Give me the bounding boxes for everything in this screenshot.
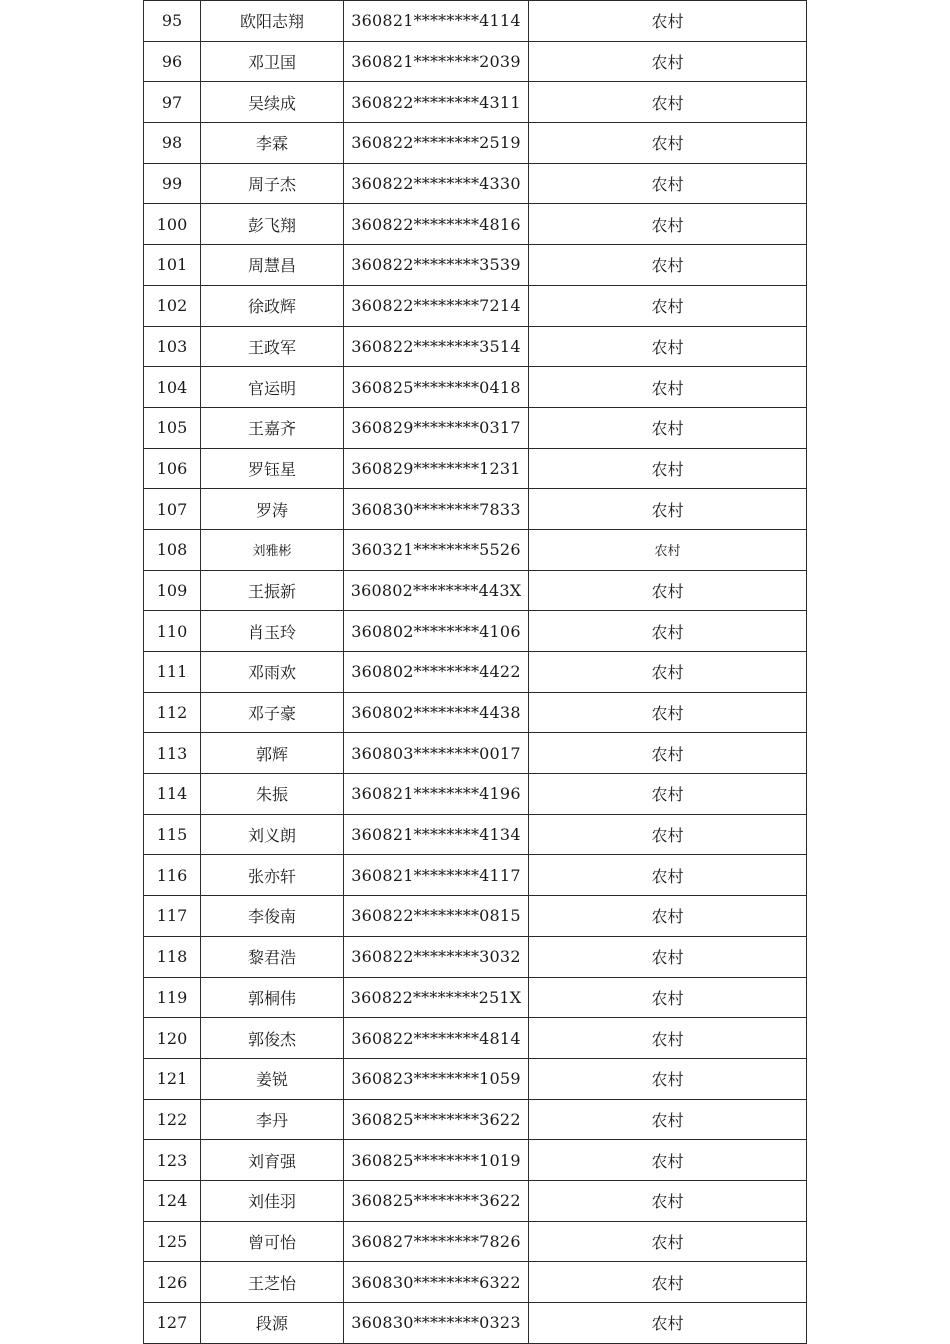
id-number-cell: 360802********4422 [344, 652, 529, 693]
residence-type-cell: 农村 [529, 123, 807, 164]
row-number-cell: 114 [144, 774, 201, 815]
id-number-cell: 360821********2039 [344, 41, 529, 82]
id-number-cell: 360825********3622 [344, 1180, 529, 1221]
table-row [144, 977, 807, 1018]
table-row [144, 245, 807, 286]
id-number-cell: 360822********251X [344, 977, 529, 1018]
id-number-cell: 360802********4106 [344, 611, 529, 652]
table-row [144, 529, 807, 570]
table-row [144, 367, 807, 408]
name-cell: 刘育强 [201, 1140, 344, 1181]
document-page [143, 0, 806, 1344]
row-number-cell: 125 [144, 1221, 201, 1262]
residence-type-cell: 农村 [529, 285, 807, 326]
residence-type-cell: 农村 [529, 82, 807, 123]
id-number-cell: 360822********4330 [344, 163, 529, 204]
id-number-cell: 360830********7833 [344, 489, 529, 530]
name-cell: 徐政辉 [201, 285, 344, 326]
row-number-cell: 113 [144, 733, 201, 774]
name-cell: 肖玉玲 [201, 611, 344, 652]
residence-type-cell: 农村 [529, 163, 807, 204]
row-number-cell: 99 [144, 163, 201, 204]
name-cell: 邓卫国 [201, 41, 344, 82]
name-cell: 彭飞翔 [201, 204, 344, 245]
id-number-cell: 360822********3032 [344, 936, 529, 977]
id-number-cell: 360822********4816 [344, 204, 529, 245]
row-number-cell: 109 [144, 570, 201, 611]
row-number-cell: 104 [144, 367, 201, 408]
id-number-cell: 360822********4814 [344, 1018, 529, 1059]
id-number-cell: 360802********443X [344, 570, 529, 611]
table-row [144, 1058, 807, 1099]
name-cell: 邓雨欢 [201, 652, 344, 693]
table-row [144, 1221, 807, 1262]
id-number-cell: 360803********0017 [344, 733, 529, 774]
table-row [144, 326, 807, 367]
id-number-cell: 360822********4311 [344, 82, 529, 123]
id-number-cell: 360829********1231 [344, 448, 529, 489]
name-cell: 欧阳志翔 [201, 1, 344, 42]
name-cell: 邓子豪 [201, 692, 344, 733]
table-row [144, 123, 807, 164]
table-row [144, 936, 807, 977]
name-cell: 黎君浩 [201, 936, 344, 977]
table-row [144, 1, 807, 42]
id-number-cell: 360822********3514 [344, 326, 529, 367]
table-row [144, 774, 807, 815]
name-cell: 罗涛 [201, 489, 344, 530]
row-number-cell: 107 [144, 489, 201, 530]
residence-type-cell: 农村 [529, 1303, 807, 1344]
table-row [144, 896, 807, 937]
id-number-cell: 360825********1019 [344, 1140, 529, 1181]
row-number-cell: 117 [144, 896, 201, 937]
row-number-cell: 98 [144, 123, 201, 164]
name-cell: 刘佳羽 [201, 1180, 344, 1221]
table-row [144, 814, 807, 855]
name-cell: 姜锐 [201, 1058, 344, 1099]
id-number-cell: 360829********0317 [344, 407, 529, 448]
residence-type-cell: 农村 [529, 1099, 807, 1140]
table-row [144, 1099, 807, 1140]
residence-type-cell: 农村 [529, 1262, 807, 1303]
residence-type-cell: 农村 [529, 367, 807, 408]
name-cell: 郭俊杰 [201, 1018, 344, 1059]
row-number-cell: 112 [144, 692, 201, 733]
table-row [144, 82, 807, 123]
residence-type-cell: 农村 [529, 245, 807, 286]
row-number-cell: 96 [144, 41, 201, 82]
table-row [144, 285, 807, 326]
residence-type-cell: 农村 [529, 1, 807, 42]
table-row [144, 1140, 807, 1181]
table-row [144, 1303, 807, 1344]
row-number-cell: 108 [144, 529, 201, 570]
table-row [144, 1262, 807, 1303]
residence-type-cell: 农村 [529, 733, 807, 774]
residence-type-cell: 农村 [529, 529, 807, 570]
table-row [144, 733, 807, 774]
residence-type-cell: 农村 [529, 652, 807, 693]
id-number-cell: 360822********7214 [344, 285, 529, 326]
row-number-cell: 106 [144, 448, 201, 489]
row-number-cell: 101 [144, 245, 201, 286]
id-number-cell: 360321********5526 [344, 529, 529, 570]
residence-type-cell: 农村 [529, 896, 807, 937]
row-number-cell: 118 [144, 936, 201, 977]
id-number-cell: 360825********3622 [344, 1099, 529, 1140]
row-number-cell: 100 [144, 204, 201, 245]
id-number-cell: 360825********0418 [344, 367, 529, 408]
id-number-cell: 360821********4134 [344, 814, 529, 855]
residence-type-cell: 农村 [529, 489, 807, 530]
table-row [144, 204, 807, 245]
residence-type-cell: 农村 [529, 855, 807, 896]
name-cell: 王嘉齐 [201, 407, 344, 448]
row-number-cell: 110 [144, 611, 201, 652]
name-cell: 刘义朗 [201, 814, 344, 855]
row-number-cell: 127 [144, 1303, 201, 1344]
name-cell: 周子杰 [201, 163, 344, 204]
table-row [144, 611, 807, 652]
name-cell: 罗钰星 [201, 448, 344, 489]
residence-type-cell: 农村 [529, 1221, 807, 1262]
row-number-cell: 123 [144, 1140, 201, 1181]
id-number-cell: 360821********4114 [344, 1, 529, 42]
row-number-cell: 115 [144, 814, 201, 855]
table-row [144, 652, 807, 693]
row-number-cell: 95 [144, 1, 201, 42]
row-number-cell: 126 [144, 1262, 201, 1303]
residence-type-cell: 农村 [529, 774, 807, 815]
id-number-cell: 360821********4117 [344, 855, 529, 896]
residence-type-cell: 农村 [529, 407, 807, 448]
table-row [144, 163, 807, 204]
row-number-cell: 102 [144, 285, 201, 326]
residence-type-cell: 农村 [529, 1018, 807, 1059]
residence-type-cell: 农村 [529, 814, 807, 855]
name-cell: 吴续成 [201, 82, 344, 123]
row-number-cell: 111 [144, 652, 201, 693]
name-cell: 曾可怡 [201, 1221, 344, 1262]
name-cell: 段源 [201, 1303, 344, 1344]
residence-type-cell: 农村 [529, 692, 807, 733]
residence-type-cell: 农村 [529, 1058, 807, 1099]
name-cell: 郭桐伟 [201, 977, 344, 1018]
name-cell: 张亦轩 [201, 855, 344, 896]
table-row [144, 489, 807, 530]
table-row [144, 448, 807, 489]
row-number-cell: 122 [144, 1099, 201, 1140]
residence-type-cell: 农村 [529, 1140, 807, 1181]
row-number-cell: 120 [144, 1018, 201, 1059]
residence-type-cell: 农村 [529, 977, 807, 1018]
residence-type-cell: 农村 [529, 204, 807, 245]
row-number-cell: 121 [144, 1058, 201, 1099]
table-row [144, 692, 807, 733]
residence-type-cell: 农村 [529, 611, 807, 652]
roster-table [143, 0, 807, 1344]
id-number-cell: 360830********6322 [344, 1262, 529, 1303]
row-number-cell: 97 [144, 82, 201, 123]
id-number-cell: 360830********0323 [344, 1303, 529, 1344]
name-cell: 郭辉 [201, 733, 344, 774]
id-number-cell: 360827********7826 [344, 1221, 529, 1262]
name-cell: 刘雅彬 [201, 529, 344, 570]
id-number-cell: 360822********3539 [344, 245, 529, 286]
id-number-cell: 360822********2519 [344, 123, 529, 164]
id-number-cell: 360823********1059 [344, 1058, 529, 1099]
residence-type-cell: 农村 [529, 448, 807, 489]
name-cell: 李丹 [201, 1099, 344, 1140]
table-row [144, 41, 807, 82]
name-cell: 王芝怡 [201, 1262, 344, 1303]
table-row [144, 570, 807, 611]
table-row [144, 407, 807, 448]
name-cell: 王振新 [201, 570, 344, 611]
residence-type-cell: 农村 [529, 41, 807, 82]
name-cell: 李俊南 [201, 896, 344, 937]
id-number-cell: 360821********4196 [344, 774, 529, 815]
row-number-cell: 103 [144, 326, 201, 367]
name-cell: 官运明 [201, 367, 344, 408]
table-row [144, 1180, 807, 1221]
residence-type-cell: 农村 [529, 936, 807, 977]
residence-type-cell: 农村 [529, 326, 807, 367]
name-cell: 周慧昌 [201, 245, 344, 286]
residence-type-cell: 农村 [529, 1180, 807, 1221]
row-number-cell: 116 [144, 855, 201, 896]
residence-type-cell: 农村 [529, 570, 807, 611]
name-cell: 王政军 [201, 326, 344, 367]
roster-table-body [144, 1, 807, 1344]
row-number-cell: 105 [144, 407, 201, 448]
row-number-cell: 124 [144, 1180, 201, 1221]
id-number-cell: 360822********0815 [344, 896, 529, 937]
name-cell: 李霖 [201, 123, 344, 164]
name-cell: 朱振 [201, 774, 344, 815]
table-row [144, 855, 807, 896]
table-row [144, 1018, 807, 1059]
row-number-cell: 119 [144, 977, 201, 1018]
id-number-cell: 360802********4438 [344, 692, 529, 733]
